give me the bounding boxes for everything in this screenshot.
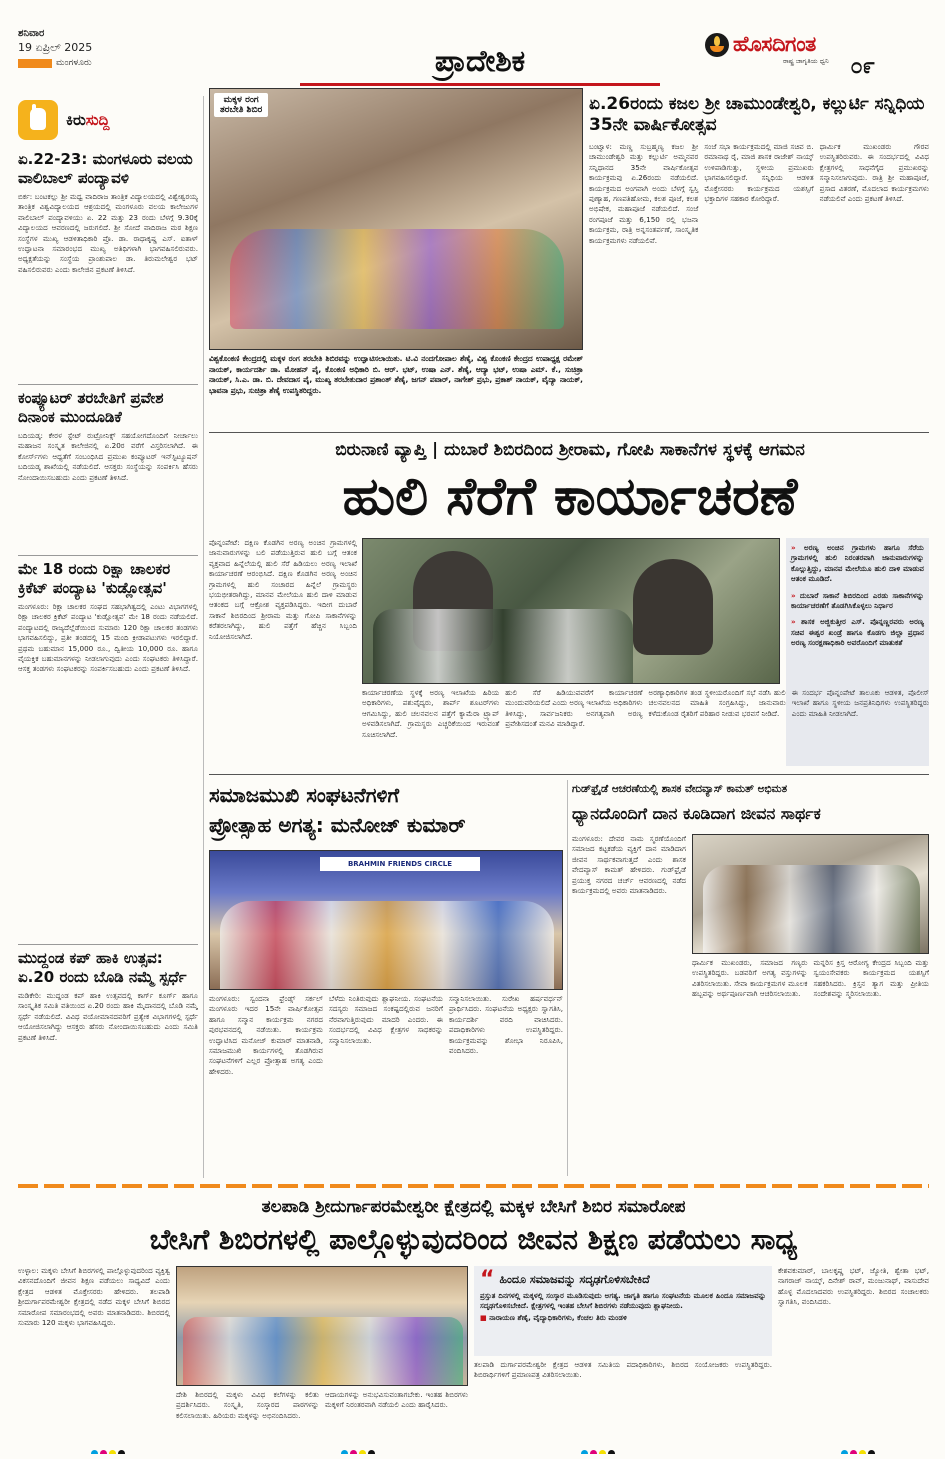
besige-col4: ತಲಪಾಡಿ ದುರ್ಗಾಪರಮೇಶ್ವರೀ ಕ್ಷೇತ್ರದ ಆಡಳಿತ ಸಮಿತಿಯ ಪದಾಧಿಕಾರಿಗಳು, ಶಿಬಿರದ ಸಂಯೋಜಕರು ಉಪಸ್ಥಿತರಿದ್ದರು. ಶಿಬಿರಾರ್ಥಿಗಳಿಗೆ ಪ್ರಮಾಣಪತ್ರ ವಿತರಿಸಲಾಯಿತು. xyxy=(474,1360,772,1380)
header-bar xyxy=(0,0,945,92)
header-orange-strip xyxy=(18,59,52,68)
tiger-point-3-text: ಶಾಸಕ ಅಜ್ಜಿಕುತ್ತೀರ ಎಸ್. ಪೊನ್ನಣ್ಣರವರು ಅರಣ್ಯ ಸಚಿವ ಈಶ್ವರ ಖಂಡ್ರೆ ಹಾಗೂ ಕೊಡಗು ಜಿಲ್ಲಾ ಪ್ರಧಾನ ಅರಣ್ಯ ಸಂರಕ್ಷಣಾಧಿಕಾರಿ ಅವರೊಂದಿಗೆ ಮಾತುಕತೆ xyxy=(791,617,924,648)
tiger-point-1 xyxy=(791,543,924,585)
kirusuddi-header xyxy=(18,96,198,144)
section-title-box xyxy=(300,38,660,86)
header-city-row xyxy=(18,58,238,68)
brief-4 xyxy=(18,949,198,1178)
masthead-row xyxy=(705,32,930,57)
besige-photo xyxy=(176,1266,468,1386)
samaja-headline xyxy=(209,780,563,846)
besige-col5: ಕೇಶವಕುಮಾರ್, ಬಾಲಕೃಷ್ಣ ಭಟ್, ಜ್ಯೋತಿ, ಶ್ವೇತಾ ಭಟ್, ನಾಗರಾಜ್ ನಾಯ್ಕ್, ದಿನೇಶ್ ರಾವ್, ಮಂಜುನಾಥ್, ವಾಸುದೇವ ಹೊಳ್ಳ ಮೊದಲಾದವರು ಉಪಸ್ಥಿತರಿದ್ದರು. ಶಿಬಿರದ ಸಂಚಾಲಕರು ಸ್ವಾಗತಿಸಿ, ವಂದಿಸಿದರು. xyxy=(778,1266,929,1307)
tiger-col-a: ಕಾರ್ಯಾಚರಣೆಯ ಸ್ಥಳಕ್ಕೆ ಅರಣ್ಯ ಇಲಾಖೆಯ ಹಿರಿಯ ಅಧಿಕಾರಿಗಳು, ಪಶುವೈದ್ಯರು, ಶಾರ್ಪ್ ಶೂಟರ್‌ಗಳು ಆಗಮಿಸಿದ್ದು, ಹುಲಿ ಚಲನವಲನ ಪತ್ತೆಗೆ ಕ್ಯಾಮೆರಾ ಟ್ರ್ಯಾಪ್ ಅಳವಡಿಸಲಾಗಿದೆ. ಗ್ರಾಮಸ್ಥರು ಎಚ್ಚರಿಕೆಯಿಂದ ಇರುವಂತೆ ಸೂಚಿಸಲಾಗಿದೆ. xyxy=(362,688,500,739)
samaja-people xyxy=(220,901,554,990)
photo-tag xyxy=(214,93,268,117)
brief-1-headline: ಏ.22-23: ಮಂಗಳೂರು ವಲಯ ವಾಲಿಬಾಲ್ ಪಂದ್ಯಾವಳಿ xyxy=(18,150,193,187)
kirusuddi-label-b: ಸುದ್ದಿ xyxy=(85,111,110,129)
besige-col1: ಉಳ್ಳಾಲ: ಮಕ್ಕಳು ಬೇಸಿಗೆ ಶಿಬಿರಗಳಲ್ಲಿ ಪಾಲ್ಗೊಳ್ಳುವುದರಿಂದ ವ್ಯಕ್ತಿತ್ವ ವಿಕಸನದೊಂದಿಗೆ ಜೀವನ ಶಿಕ್ಷಣ ಪಡೆಯಲು ಸಾಧ್ಯವಿದೆ ಎಂದು ಕ್ಷೇತ್ರದ ಆಡಳಿತ ಮೊಕ್ತೇಸರರು ಹೇಳಿದರು. ತಲಪಾಡಿ ಶ್ರೀದುರ್ಗಾಪರಮೇಶ್ವರೀ ಕ್ಷೇತ್ರದಲ್ಲಿ ನಡೆದ ಮಕ್ಕಳ ಬೇಸಿಗೆ ಶಿಬಿರದ ಸಮಾರೋಪ ಸಮಾರಂಭದಲ್ಲಿ ಅವರು ಮಾತನಾಡಿದರು. ಶಿಬಿರದಲ್ಲಿ ಸುಮಾರು 120 ಮಕ್ಕಳು ಭಾಗವಹಿಸಿದ್ದರು. xyxy=(18,1266,170,1328)
header-date: 19 ಏಪ್ರಿಲ್ 2025 xyxy=(18,41,93,54)
photo-tag-line1: ಮಕ್ಕಳ ರಂಗ xyxy=(223,95,259,105)
rangashibira-caption: ವಿಶ್ವಕೊಂಕಣಿ ಕೇಂದ್ರದಲ್ಲಿ ಮಕ್ಕಳ ರಂಗ ತರಬೇತಿ ಶಿಬಿರವನ್ನು ಉದ್ಘಾಟಿಸಲಾಯಿತು. ಟಿ.ವಿ ನಂದಗೋಪಾಲ ಶೆಣೈ, ವಿಶ್ವ ಕೊಂಕಣಿ ಕೇಂದ್ರದ ಉಪಾಧ್ಯಕ್ಷ ರಮೇಶ್ ನಾಯಕ್, ಕಾರ್ಯದರ್ಶಿ ಡಾ. ಮೋಹನ್ ಪೈ, ಕೊಂಕಣಿ ಅಧಿಕಾರಿ ಬಿ. ಆರ್. ಭಟ್, ಉಷಾ ಎನ್. ಶೆಣೈ, ಆದ್ಯಾ ಭಟ್, ಉಷಾ ಎಮ್. ಕೆ., ಸುಚಿತ್ರಾ ನಾಯಕ್, ಸಿ.ಎ. ಡಾ. ಬಿ. ದೇವದಾಸ ಪೈ, ಮುಖ್ಯ ತರಬೇತುದಾರ ಪ್ರಶಾಂತ್ ಶೆಣೈ, ಜಗನ್ ಪವಾರ್, ನಾಗೇಶ್ ಪ್ರಭು, ಪ್ರಕಾಶ್ ನಾಯಕ್, ವೈದ್ಯಾ ನಾಯಕ್, ಭಾವನಾ ಪ್ರಭು, ಸುಚಿತ್ರಾ ಶೆಣೈ ಉಪಸ್ಥಿತರಿದ್ದರು. xyxy=(209,354,583,395)
section-title: ಪ್ರಾದೇಶಿಕ xyxy=(434,44,526,79)
cmyk-dots xyxy=(90,1442,126,1454)
page-number: ೦೯ xyxy=(850,54,875,79)
brief-1 xyxy=(18,150,198,380)
brief-2 xyxy=(18,389,198,551)
divider xyxy=(209,774,929,775)
cmyk-dots xyxy=(840,1442,876,1454)
dhyana-col2: ಧಾರ್ಮಿಕ ಮುಖಂಡರು, ಸಮಾಜದ ಗಣ್ಯರು ಉಪಸ್ಥಿತರಿದ್ದರು. ಬಡವರಿಗೆ ಅಗತ್ಯ ವಸ್ತುಗಳನ್ನು ವಿತರಿಸಲಾಯಿತು. ಸೇವಾ ಕಾರ್ಯಕ್ರಮಗಳ ಮೂಲಕ ಹಬ್ಬವನ್ನು ಅರ್ಥಪೂರ್ಣವಾಗಿ ಆಚರಿಸಲಾಯಿತು. xyxy=(692,958,808,999)
quote-icon: “ xyxy=(480,1267,495,1292)
kirusuddi-label-a: ಕಿರು xyxy=(66,111,86,129)
tiger-photo xyxy=(362,538,780,684)
besige-mid-cols xyxy=(176,1390,468,1436)
tiger-point-1-text: ಅರಣ್ಯ ಅಂಚಿನ ಗ್ರಾಮಗಳು ಹಾಗೂ ಸೆರೆಯ ಗ್ರಾಮಗಳಲ್ಲಿ ಹುಲಿ ನಿರಂತರವಾಗಿ ಜಾನುವಾರುಗಳನ್ನು ಕೊಲ್ಲುತ್ತಿದ್ದು, ಮಾನವ ಮೇಲೆಯೂ ಹುಲಿ ದಾಳಿ ಮಾಡುವ ಆತಂಕ ಮೂಡಿದೆ. xyxy=(791,543,924,584)
tiger-col-c: ಅರಣ್ಯಾಧಿಕಾರಿಗಳ ತಂಡ ಸ್ಥಳೀಯರೊಂದಿಗೆ ಸಭೆ ನಡೆಸಿ ಹುಲಿ ಚಲನವಲನದ ಮಾಹಿತಿ ಸಂಗ್ರಹಿಸಿದ್ದು, ಜಾನುವಾರು ಕಳೆದುಕೊಂಡ ರೈತರಿಗೆ ಪರಿಹಾರ ನೀಡುವ ಭರವಸೆ ನೀಡಿದೆ. xyxy=(648,688,786,718)
besige-kicker: ತಲಪಾಡಿ ಶ್ರೀದುರ್ಗಾಪರಮೇಶ್ವರೀ ಕ್ಷೇತ್ರದಲ್ಲಿ ಮಕ್ಕಳ ಬೇಸಿಗೆ ಶಿಬಿರ ಸಮಾರೋಪ xyxy=(261,1197,686,1217)
dhyana-cols xyxy=(692,958,929,1176)
samaja-photo xyxy=(209,850,563,990)
chamundeshwari-cols xyxy=(589,142,929,412)
besige-quote-body: ಪ್ರಸ್ತುತ ದಿನಗಳಲ್ಲಿ ಮಕ್ಕಳಲ್ಲಿ ಸಂಸ್ಕಾರ ಮೂಡಿಸುವುದು ಅಗತ್ಯ. ಜಾಗೃತಿ ಹಾಗೂ ಸಂಘಟನೆಯ ಮೂಲಕ ಹಿಂದೂ ಸಮಾಜವನ್ನು ಸದೃಢಗೊಳಿಸಬೇಕಿದೆ. ಕ್ಷೇತ್ರಗಳಲ್ಲಿ ಇಂತಹ ಬೇಸಿಗೆ ಶಿಬಿರಗಳು ನಡೆಯುವುದು ಶ್ಲಾಘನೀಯ. xyxy=(480,1291,766,1311)
brief-3-body: ಮಂಗಳೂರು: ರಿಕ್ಷಾ ಚಾಲಕರ ಸಂಘದ ಸಹಭಾಗಿತ್ವದಲ್ಲಿ ಎಂಟು ವಿಭಾಗಗಳಲ್ಲಿ ರಿಕ್ಷಾ ಚಾಲಕರ ಕ್ರಿಕೆಟ್ ಪಂದ್ಯಾಟ 'ಕುಡ್ಲೋತ್ಸವ' ಮೇ 18 ರಂದು ನಡೆಯಲಿದೆ. ಪಂದ್ಯಾಟದಲ್ಲಿ ರಾಜ್ಯದೆಲ್ಲೆಡೆಯಿಂದ ಸುಮಾರು 120 ರಿಕ್ಷಾ ಚಾಲಕರ ತಂಡಗಳು ಭಾಗವಹಿಸಲಿದ್ದು, ಪ್ರತೀ ತಂಡದಲ್ಲಿ 15 ಮಂದಿ ಕ್ರೀಡಾಪಟುಗಳು ಇರಲಿದ್ದಾರೆ. ಪ್ರಥಮ ಬಹುಮಾನ 15,000 ರೂ., ದ್ವಿತೀಯ 10,000 ರೂ. ಹಾಗೂ ವೈಯಕ್ತಿಕ ಬಹುಮಾನಗಳನ್ನು ನೀಡಲಾಗುವುದು ಎಂದು ಸಂಘಟಕರು ತಿಳಿಸಿದ್ದಾರೆ. ಆಸಕ್ತ ತಂಡಗಳು ಸಂಘಟಕರನ್ನು ಸಂಪರ್ಕಿಸಬಹುದು ಎಂದು ಪ್ರಕಟಣೆ ತಿಳಿಸಿದೆ. xyxy=(18,602,198,674)
square-bullet-icon: ■ xyxy=(480,1312,490,1322)
masthead-title: ಹೊಸದಿಗಂತ xyxy=(733,32,816,56)
brief-3-headline: ಮೇ 18 ರಂದು ರಿಕ್ಷಾ ಚಾಲಕರ ಕ್ರಿಕೆಟ್ ಪಂದ್ಯಾಟ 'ಕುಡ್ಲೋತ್ಸವ' xyxy=(18,560,171,597)
brief-2-headline: ಕಂಪ್ಯೂಟರ್ ತರಬೇತಿಗೆ ಪ್ರವೇಶ ದಿನಾಂಕ ಮುಂದೂಡಿಕೆ xyxy=(18,389,164,426)
arrow-icon: » xyxy=(791,617,802,627)
column-rule xyxy=(567,780,568,1176)
besige-col2: ದೇಶಿ ಶಿಬಿರದಲ್ಲಿ ಮಕ್ಕಳು ವಿವಿಧ ಕಲೆಗಳನ್ನು ಕಲಿತು ಪ್ರದರ್ಶಿಸಿದರು. ಸಂಸ್ಕೃತಿ, ಸಂಸ್ಕಾರದ ಪಾಠಗಳನ್ನು ಕಲಿಸಲಾಯಿತು. ಹಿರಿಯರು ಮಕ್ಕಳನ್ನು ಅಭಿನಂದಿಸಿದರು. xyxy=(176,1390,319,1420)
masthead-tagline: ರಾಷ್ಟ್ರ ಜಾಗೃತಿಯ ಧ್ವನಿ xyxy=(783,57,829,65)
photo-tag-line2: ತರಬೇತಿ ಶಿಬಿರ xyxy=(220,105,263,115)
brief-1-body: ಬಿರ್ಕ: ಬಂಟಕಲ್ಲು ಶ್ರೀ ಮಧ್ವ ವಾದಿರಾಜ ತಾಂತ್ರಿಕ ವಿದ್ಯಾಲಯದಲ್ಲಿ ವಿಶ್ವೇಶ್ವರಯ್ಯ ತಾಂತ್ರಿಕ ವಿಶ್ವವಿದ್ಯಾಲಯದ ಆಶ್ರಯದಲ್ಲಿ ಮಂಗಳೂರು ವಲಯ ಕಾಲೇಜುಗಳ ವಾಲಿಬಾಲ್ ಪಂದ್ಯಾವಳಿಯು ಏ. 22 ಮತ್ತು 23 ರಂದು ಬೆಳಗ್ಗೆ 9.30ಕ್ಕೆ ವಿದ್ಯಾಲಯದ ಆವರಣದಲ್ಲಿ ಜರುಗಲಿದೆ. ಶ್ರೀ ಸೋದೆ ವಾದಿರಾಜ ಮಠ ಶಿಕ್ಷಣ ಸಂಸ್ಥೆಗಳ ಮುಖ್ಯ ಆಡಳಿತಾಧಿಕಾರಿ ಪ್ರೊ. ಡಾ. ರಾಧಾಕೃಷ್ಣ ಎಸ್. ಐತಾಳ್ ಉದ್ಘಾಟನಾ ಸಮಾರಂಭದ ಮುಖ್ಯ ಅತಿಥಿಗಳಾಗಿ ಭಾಗವಹಿಸಲಿರುವರು. ಅಧ್ಯಕ್ಷತೆಯನ್ನು ಸಂಸ್ಥೆಯ ಪ್ರಾಂಶುಪಾಲ ಡಾ. ತಿರುಮಲೇಶ್ವರ ಭಟ್ ವಹಿಸಲಿರುವರು ಎಂದು ಕಾಲೇಜಿನ ಪ್ರಕಟಣೆ ತಿಳಿಸಿದೆ. xyxy=(18,192,198,274)
header-day: ಶನಿವಾರ xyxy=(18,28,45,39)
elephant-right xyxy=(633,559,713,655)
masthead xyxy=(705,32,930,88)
tiger-point-2 xyxy=(791,591,924,612)
chamundeshwari-col3: ಧಾರ್ಮಿಕ ಮುಖಂಡರು ಗೌರವ ಉಪಸ್ಥಿತರಿರುವರು. ಈ ಸಂದರ್ಭದಲ್ಲಿ ವಿವಿಧ ಕ್ಷೇತ್ರಗಳಲ್ಲಿ ಸಾಧನೆಗೈದ ಪ್ರಮುಖರನ್ನು ಸನ್ಮಾನಿಸಲಾಗುವುದು. ರಾತ್ರಿ ಶ್ರೀ ಮಹಾಪೂಜೆ, ಪ್ರಸಾದ ವಿತರಣೆ, ಮೊದಲಾದ ಕಾರ್ಯಕ್ರಮಗಳು ನಡೆಯಲಿವೆ ಎಂದು ಪ್ರಕಟಣೆ ತಿಳಿಸಿದೆ. xyxy=(819,142,929,204)
besige-quote-by: ನಾರಾಯಣ ಶೆಣೈ, ವೈದ್ಯಾಧಿಕಾರಿಗಳು, ಕೆಂಚಲ ತಿರು ಮಂಡಳಿ xyxy=(489,1312,627,1322)
samaja-col3: ಸನ್ಮಾನಿಸಲಾಯಿತು. ಸುರೇಖ ಹರ್ಷವರ್ಧನ್ ಪ್ರಾರ್ಥಿಸಿದರು. ಸಂಘಟನೆಯ ಅಧ್ಯಕ್ಷರು ಸ್ವಾಗತಿಸಿ, ಕಾರ್ಯದರ್ಶಿ ವರದಿ ವಾಚಿಸಿದರು. ಪದಾಧಿಕಾರಿಗಳು ಉಪಸ್ಥಿತರಿದ್ದರು. ಕಾರ್ಯಕ್ರಮವನ್ನು ಶೋಭಾ ನಿರೂಪಿಸಿ, ವಂದಿಸಿದರು. xyxy=(449,994,563,1056)
besige-headline: ಬೇಸಿಗೆ ಶಿಬಿರಗಳಲ್ಲಿ ಪಾಲ್ಗೊಳ್ಳುವುದರಿಂದ ಜೀವನ ಶಿಕ್ಷಣ ಪಡೆಯಲು ಸಾಧ್ಯ xyxy=(149,1223,798,1256)
besige-quote-box xyxy=(474,1266,772,1356)
besige-quote-title-row xyxy=(480,1267,766,1292)
tiger-lead: ಪೊನ್ನಂಪೇಟೆ: ದಕ್ಷಿಣ ಕೊಡಗಿನ ಅರಣ್ಯ ಅಂಚಿನ ಗ್ರಾಮಗಳಲ್ಲಿ ಜಾನುವಾರುಗಳನ್ನು ಬಲಿ ಪಡೆಯುತ್ತಿರುವ ಹುಲಿ ಬಗ್ಗೆ ಆತಂಕ ವ್ಯಕ್ತವಾದ ಹಿನ್ನೆಲೆಯಲ್ಲಿ ಹುಲಿ ಸೆರೆ ಹಿಡಿಯಲು ಅರಣ್ಯ ಇಲಾಖೆ ಕಾರ್ಯಾಚರಣೆ ಆರಂಭಿಸಿದೆ. ದಕ್ಷಿಣ ಕೊಡಗಿನ ಅರಣ್ಯ ಅಂಚಿನ ಗ್ರಾಮಗಳಲ್ಲಿ ಹುಲಿ ಸಂಚಾರದ ಹಿನ್ನೆಲೆ ಗ್ರಾಮಸ್ಥರು ಭಯಭೀತರಾಗಿದ್ದು, ಮಾನವ ಮೇಲೆಯೂ ಹುಲಿ ದಾಳಿ ಮಾಡುವ ಆತಂಕದ ಬಗ್ಗೆ ಆಕ್ರೋಶ ವ್ಯಕ್ತಪಡಿಸಿದ್ದರು. ಇದೀಗ ದುಬಾರೆ ಸಾಕಾನೆ ಶಿಬಿರದಿಂದ ಶ್ರೀರಾಮ ಮತ್ತು ಗೋಪಿ ಸಾಕಾನೆಗಳನ್ನು ಕರೆತರಲಾಗಿದ್ದು, ಹುಲಿ ಪತ್ತೆಗೆ ಹೆಚ್ಚಿನ ಸಿಬ್ಬಂದಿ ನಿಯೋಜಿಸಲಾಗಿದೆ. xyxy=(209,538,357,641)
brief-4-headline: ಮುದ್ದಂಡ ಕಪ್ ಹಾಕಿ ಉತ್ಸವ: ಏ.20 ರಂದು ಬೊಡಿ ನಮ್ಮೆ ಸ್ಪರ್ಧೆ xyxy=(18,949,187,986)
besige-quote-by-row xyxy=(480,1313,766,1323)
officers-group xyxy=(373,609,633,684)
column-rule xyxy=(203,96,204,1178)
samaja-col1: ಮಂಗಳೂರು: ಸ್ವಂದನಾ ಫ್ರೆಂಡ್ಸ್ ಸರ್ಕಲ್ ಮಂಗಳೂರು ಇದರ 15ನೇ ವಾರ್ಷಿಕೋತ್ಸವ ಹಾಗೂ ಸನ್ಮಾನ ಕಾರ್ಯಕ್ರಮ ನಗರದ ಪುರಭವನದಲ್ಲಿ ನಡೆಯಿತು. ಕಾರ್ಯಕ್ರಮ ಉದ್ಘಾಟಿಸಿದ ಮನೋಜ್ ಕುಮಾರ್ ಮಾತನಾಡಿ, ಸಮಾಜಮುಖಿ ಕಾರ್ಯಗಳಲ್ಲಿ ತೊಡಗಿರುವ ಸಂಘಟನೆಗಳಿಗೆ ಎಲ್ಲರ ಪ್ರೋತ್ಸಾಹ ಅಗತ್ಯ ಎಂದು ಹೇಳಿದರು. xyxy=(209,994,323,1076)
divider xyxy=(18,555,198,556)
chamundeshwari-headline: ಏ.26ರಂದು ಕಜಲ ಶ್ರೀ ಚಾಮುಂಡೇಶ್ವರಿ, ಕಲ್ಲುರ್ಟಿ ಸನ್ನಿಧಿಯ 35ನೇ ವಾರ್ಷಿಕೋತ್ಸವ xyxy=(589,94,925,135)
brief-2-body: ಬದಿಯಡ್ಕ: ಕೇರಳ ಸ್ಟೇಟ್ ರುಟ್ರೋನಿಕ್ಸ್ ಸಹಯೋಗದೊಂದಿಗೆ ನೀರ್ಚಾಲು ಮಹಾಜನ ಸಂಸ್ಕೃತ ಕಾಲೇಜಿನಲ್ಲಿ ಏ.20ರ ವರೆಗೆ ವಿಸ್ತರಿಸಲಾಗಿದೆ. ಈ ಕೋರ್ಸ್‌ಗಳು ಆಧ್ಯತೆಗೆ ಸಂಬಂಧಿಸಿದ ಪ್ರಮುಖ ಕಂಪ್ಯೂಟರ್ ಇನ್‌ಸ್ಟಿಟ್ಯೂಷನ್ ಬದಿಯಡ್ಕ ಶಾಖೆಯಲ್ಲಿ ನಡೆಯಲಿದೆ. ಆಸಕ್ತರು ಸಂಸ್ಥೆಯನ್ನು ಸಂಪರ್ಕಿಸಿ ಹೆಸರು ನೋಂದಾಯಿಸಬಹುದು ಎಂದು ಪ್ರಕಟಣೆ ತಿಳಿಸಿದೆ. xyxy=(18,431,198,482)
samaja-col2: ಬೆಳೆದು ನಿಂತಿರುವುದು ಶ್ಲಾಘನೀಯ. ಸಂಘಟನೆಯ ಸದಸ್ಯರು ಸಮಾಜದ ಸಂಕಷ್ಟದಲ್ಲಿರುವ ಜನರಿಗೆ ನೆರವಾಗುತ್ತಿರುವುದು ಮಾದರಿ ಎಂದರು. ಈ ಸಂದರ್ಭದಲ್ಲಿ ವಿವಿಧ ಕ್ಷೇತ್ರಗಳ ಸಾಧಕರನ್ನು ಸನ್ಮಾನಿಸಲಾಯಿತು. xyxy=(329,994,443,1045)
samaja-banner: BRAHMIN FRIENDS CIRCLE xyxy=(320,857,480,871)
dhyana-col3: ಮನ್ನರಿಸ ಕ್ರಿಸ್ತ ಆರೋಗ್ಯ ಕೇಂದ್ರದ ಸಿಬ್ಬಂದಿ ಮತ್ತು ಸ್ವಯಂಸೇವಕರು ಕಾರ್ಯಕ್ರಮದ ಯಶಸ್ಸಿಗೆ ಸಹಕರಿಸಿದರು. ಕ್ರಿಸ್ತನ ತ್ಯಾಗ ಮತ್ತು ಪ್ರೀತಿಯ ಸಂದೇಶವನ್ನು ಸ್ಮರಿಸಲಾಯಿತು. xyxy=(813,958,929,999)
brief-3 xyxy=(18,560,198,940)
kirusuddi-column xyxy=(18,96,198,1178)
brief-4-body: ಮಡಿಕೇರಿ: ಮುದ್ದಂಡ ಕಪ್ ಹಾಕಿ ಉತ್ಸವದಲ್ಲಿ ಕಾರ್ಗ್ ಕೂರ್ಗ್ ಹಾಗೂ ಸಾಂಸ್ಕೃತಿಕ ಸಮಿತಿ ವತಿಯಿಂದ ಏ.20 ರಂದು ಹಾಕಿ ಮೈದಾನದಲ್ಲಿ ಬೊಡಿ ನಮ್ಮೆ ಸ್ಪರ್ಧೆ ನಡೆಯಲಿದೆ. ವಿವಿಧ ವಯೋಮಾನದವರಿಗೆ ಪ್ರತ್ಯೇಕ ವಿಭಾಗಗಳಲ್ಲಿ ಸ್ಪರ್ಧೆ ಆಯೋಜಿಸಲಾಗಿದ್ದು ಆಸಕ್ತರು ಹೆಸರು ನೋಂದಾಯಿಸಬಹುದು ಎಂದು ಸಮಿತಿ ಪ್ರಕಟಣೆ ತಿಳಿಸಿದೆ. xyxy=(18,991,198,1042)
besige-quote-title: ಹಿಂದೂ ಸಮಾಜವನ್ನು ಸದೃಢಗೊಳಿಸಬೇಕಿದೆ xyxy=(499,1273,650,1286)
arrow-icon: » xyxy=(791,543,804,552)
rangashibira-photo xyxy=(209,88,583,350)
dhyana-photo xyxy=(692,834,929,954)
samaja-headline-l1: ಸಮಾಜಮುಖಿ ಸಂಘಟನೆಗಳಿಗೆ xyxy=(209,783,400,807)
tiger-col-d: ಈ ಸಂದರ್ಭ ಪೊನ್ನಂಪೇಟೆ ತಾಲೂಕು ಆಡಳಿತ, ಪೊಲೀಸ್ ಇಲಾಖೆ ಹಾಗೂ ಸ್ಥಳೀಯ ಜನಪ್ರತಿನಿಧಿಗಳು ಉಪಸ್ಥಿತರಿದ್ದರು ಎಂದು ಮಾಹಿತಿ ನೀಡಲಾಗಿದೆ. xyxy=(791,688,929,718)
tiger-cols xyxy=(362,688,929,770)
dhyana-col1: ಮಂಗಳೂರು: ದೇವರ ನಾಮ ಸ್ಮರಣೆಯೊಂದಿಗೆ ಸಮಾಜದ ಕಟ್ಟಕಡೆಯ ವ್ಯಕ್ತಿಗೆ ದಾನ ಮಾಡಿದಾಗ ಜೀವನ ಸಾರ್ಥಕವಾಗುತ್ತದೆ ಎಂದು ಶಾಸಕ ವೇದವ್ಯಾಸ್ ಕಾಮತ್ ಹೇಳಿದರು. ಗುಡ್‌ಫ್ರೈಡೆ ಪ್ರಯುಕ್ತ ನಗರದ ಚರ್ಚ್ ಆವರಣದಲ್ಲಿ ನಡೆದ ಕಾರ್ಯಕ್ರಮದಲ್ಲಿ ಅವರು ಮಾತನಾಡಿದರು. xyxy=(572,834,686,896)
chamundeshwari-col1: ಬಂಟ್ವಾಳ: ಮಣ್ಣ ಸುಬ್ರಹ್ಮಣ್ಯ ಕಜಲ ಶ್ರೀ ಚಾಮುಂಡೇಶ್ವರಿ ಮತ್ತು ಕಲ್ಲುರ್ಟಿ ಅಮ್ಮನವರ ಸನ್ನಿಧಾನದ 35ನೇ ವಾರ್ಷಿಕೋತ್ಸವ ಕಾರ್ಯಕ್ರಮವು ಏ.26ರಂದು ನಡೆಯಲಿದೆ. ಕಾರ್ಯಕ್ರಮದ ಅಂಗವಾಗಿ ಅಂದು ಬೆಳಗ್ಗೆ ಸ್ವಸ್ತಿ ಪುಣ್ಯಾಹ, ಗಣಪತಿಹೋಮ, ಕಲಶ ಪೂಜೆ, ಕಲಶ ಅಭಿಷೇಕ, ಮಹಾಪೂಜೆ ನಡೆಯಲಿದೆ. ಸಂಜೆ ರಂಗಪೂಜೆ ಮತ್ತು 6,150 ರಲ್ಲಿ ಭಜನಾ ಕಾರ್ಯಕ್ರಮ, ರಾತ್ರಿ ಅನ್ನಸಂತರ್ಪಣೆ, ಸಾಂಸ್ಕೃತಿಕ ಕಾರ್ಯಕ್ರಮಗಳು ನಡೆಯಲಿವೆ. xyxy=(589,142,699,245)
samaja-cols xyxy=(209,994,563,1176)
photo-crowd xyxy=(230,229,564,329)
divider xyxy=(18,384,198,385)
dhyana-kicker: ಗುಡ್‌ಫ್ರೈಡೆ ಆಚರಣೆಯಲ್ಲಿ ಶಾಸಕ ವೇದವ್ಯಾಸ್ ಕಾಮತ್ ಅಭಿಮತ xyxy=(572,783,788,795)
chamundeshwari-col2: ಸಂಜೆ ಸಭಾ ಕಾರ್ಯಕ್ರಮದಲ್ಲಿ ಮಾಜಿ ಸಚಿವ ಬಿ. ರಮಾನಾಥ ರೈ, ಮಾಜಿ ಶಾಸಕ ರಾಜೇಶ್ ನಾಯ್ಕ್ ಉಳಿಪಾಡಿಗುತ್ತು, ಸ್ಥಳೀಯ ಪ್ರಮುಖರು ಭಾಗವಹಿಸಲಿದ್ದಾರೆ. ಸನ್ನಿಧಿಯ ಆಡಳಿತ ಮೊಕ್ತೇಸರರು ಕಾರ್ಯಕ್ರಮದ ಯಶಸ್ಸಿಗೆ ಭಕ್ತಾದಿಗಳ ಸಹಕಾರ ಕೋರಿದ್ದಾರೆ. xyxy=(704,142,814,204)
cmyk-dots xyxy=(580,1442,616,1454)
header-date-block xyxy=(18,28,238,88)
besige-children xyxy=(183,1317,463,1386)
header-city: ಮಂಗಳೂರು xyxy=(56,58,92,68)
tiger-kicker: ಬಿರುನಾಣಿ ವ್ಯಾಪ್ತಿ | ದುಬಾರೆ ಶಿಬಿರದಿಂದ ಶ್ರೀರಾಮ, ಗೋಪಿ ಸಾಕಾನೆಗಳ ಸ್ಥಳಕ್ಕೆ ಆಗಮನ xyxy=(335,440,805,460)
besige-col3: ಆದಾಯಗಳನ್ನು ಅನುಭವಿಸುವಂತಾಗಬೇಕು. ಇಂತಹ ಶಿಬಿರಗಳು ಮಕ್ಕಳಿಗೆ ನಿರಂತರವಾಗಿ ನಡೆಯಲಿ ಎಂದು ಹಾರೈಸಿದರು. xyxy=(325,1390,468,1410)
tiger-headline: ಹುಲಿ ಸೆರೆಗೆ ಕಾರ್ಯಾಚರಣೆ xyxy=(342,467,798,527)
tiger-col-b: ಹುಲಿ ಸೆರೆ ಹಿಡಿಯುವವರೆಗೆ ಕಾರ್ಯಾಚರಣೆ ಮುಂದುವರಿಯಲಿದೆ ಎಂದು ಅರಣ್ಯ ಇಲಾಖೆಯ ಅಧಿಕಾರಿಗಳು ತಿಳಿಸಿದ್ದು, ಸಾರ್ವಜನಿಕರು ಅನಗತ್ಯವಾಗಿ ಅರಣ್ಯ ಪ್ರವೇಶಿಸದಂತೆ ಮನವಿ ಮಾಡಿದ್ದಾರೆ. xyxy=(505,688,643,729)
registration-marks xyxy=(0,1440,945,1454)
tiger-point-2-text: ದುಬಾರೆ ಸಾಕಾನೆ ಶಿಬಿರದಿಂದ ಎರಡು ಸಾಕಾನೆಗಳನ್ನು ಕಾರ್ಯಾಚರಣೆಗೆ ತೊಡಗಿಸಿಕೊಳ್ಳಲು ನಿರ್ಧಾರ xyxy=(791,590,924,611)
color-dash-rule xyxy=(18,1184,929,1188)
kirusuddi-label xyxy=(66,111,110,129)
samaja-headline-l2: ಪ್ರೋತ್ಸಾಹ ಅಗತ್ಯ: ಮನೋಜ್ ಕುಮಾರ್ xyxy=(209,813,466,837)
hand-icon xyxy=(18,100,58,140)
chamundeshwari-story xyxy=(589,94,929,428)
tiger-point-3 xyxy=(791,617,924,648)
divider xyxy=(209,432,929,433)
arrow-icon: » xyxy=(791,590,800,600)
dhyana-people xyxy=(703,865,920,954)
cmyk-dots xyxy=(340,1442,376,1454)
lamp-icon xyxy=(705,33,729,57)
divider xyxy=(18,944,198,945)
dhyana-headline: ಧ್ಯಾನದೊಂದಿಗೆ ದಾನ ಕೂಡಿದಾಗ ಜೀವನ ಸಾರ್ಥಕ xyxy=(572,804,821,823)
